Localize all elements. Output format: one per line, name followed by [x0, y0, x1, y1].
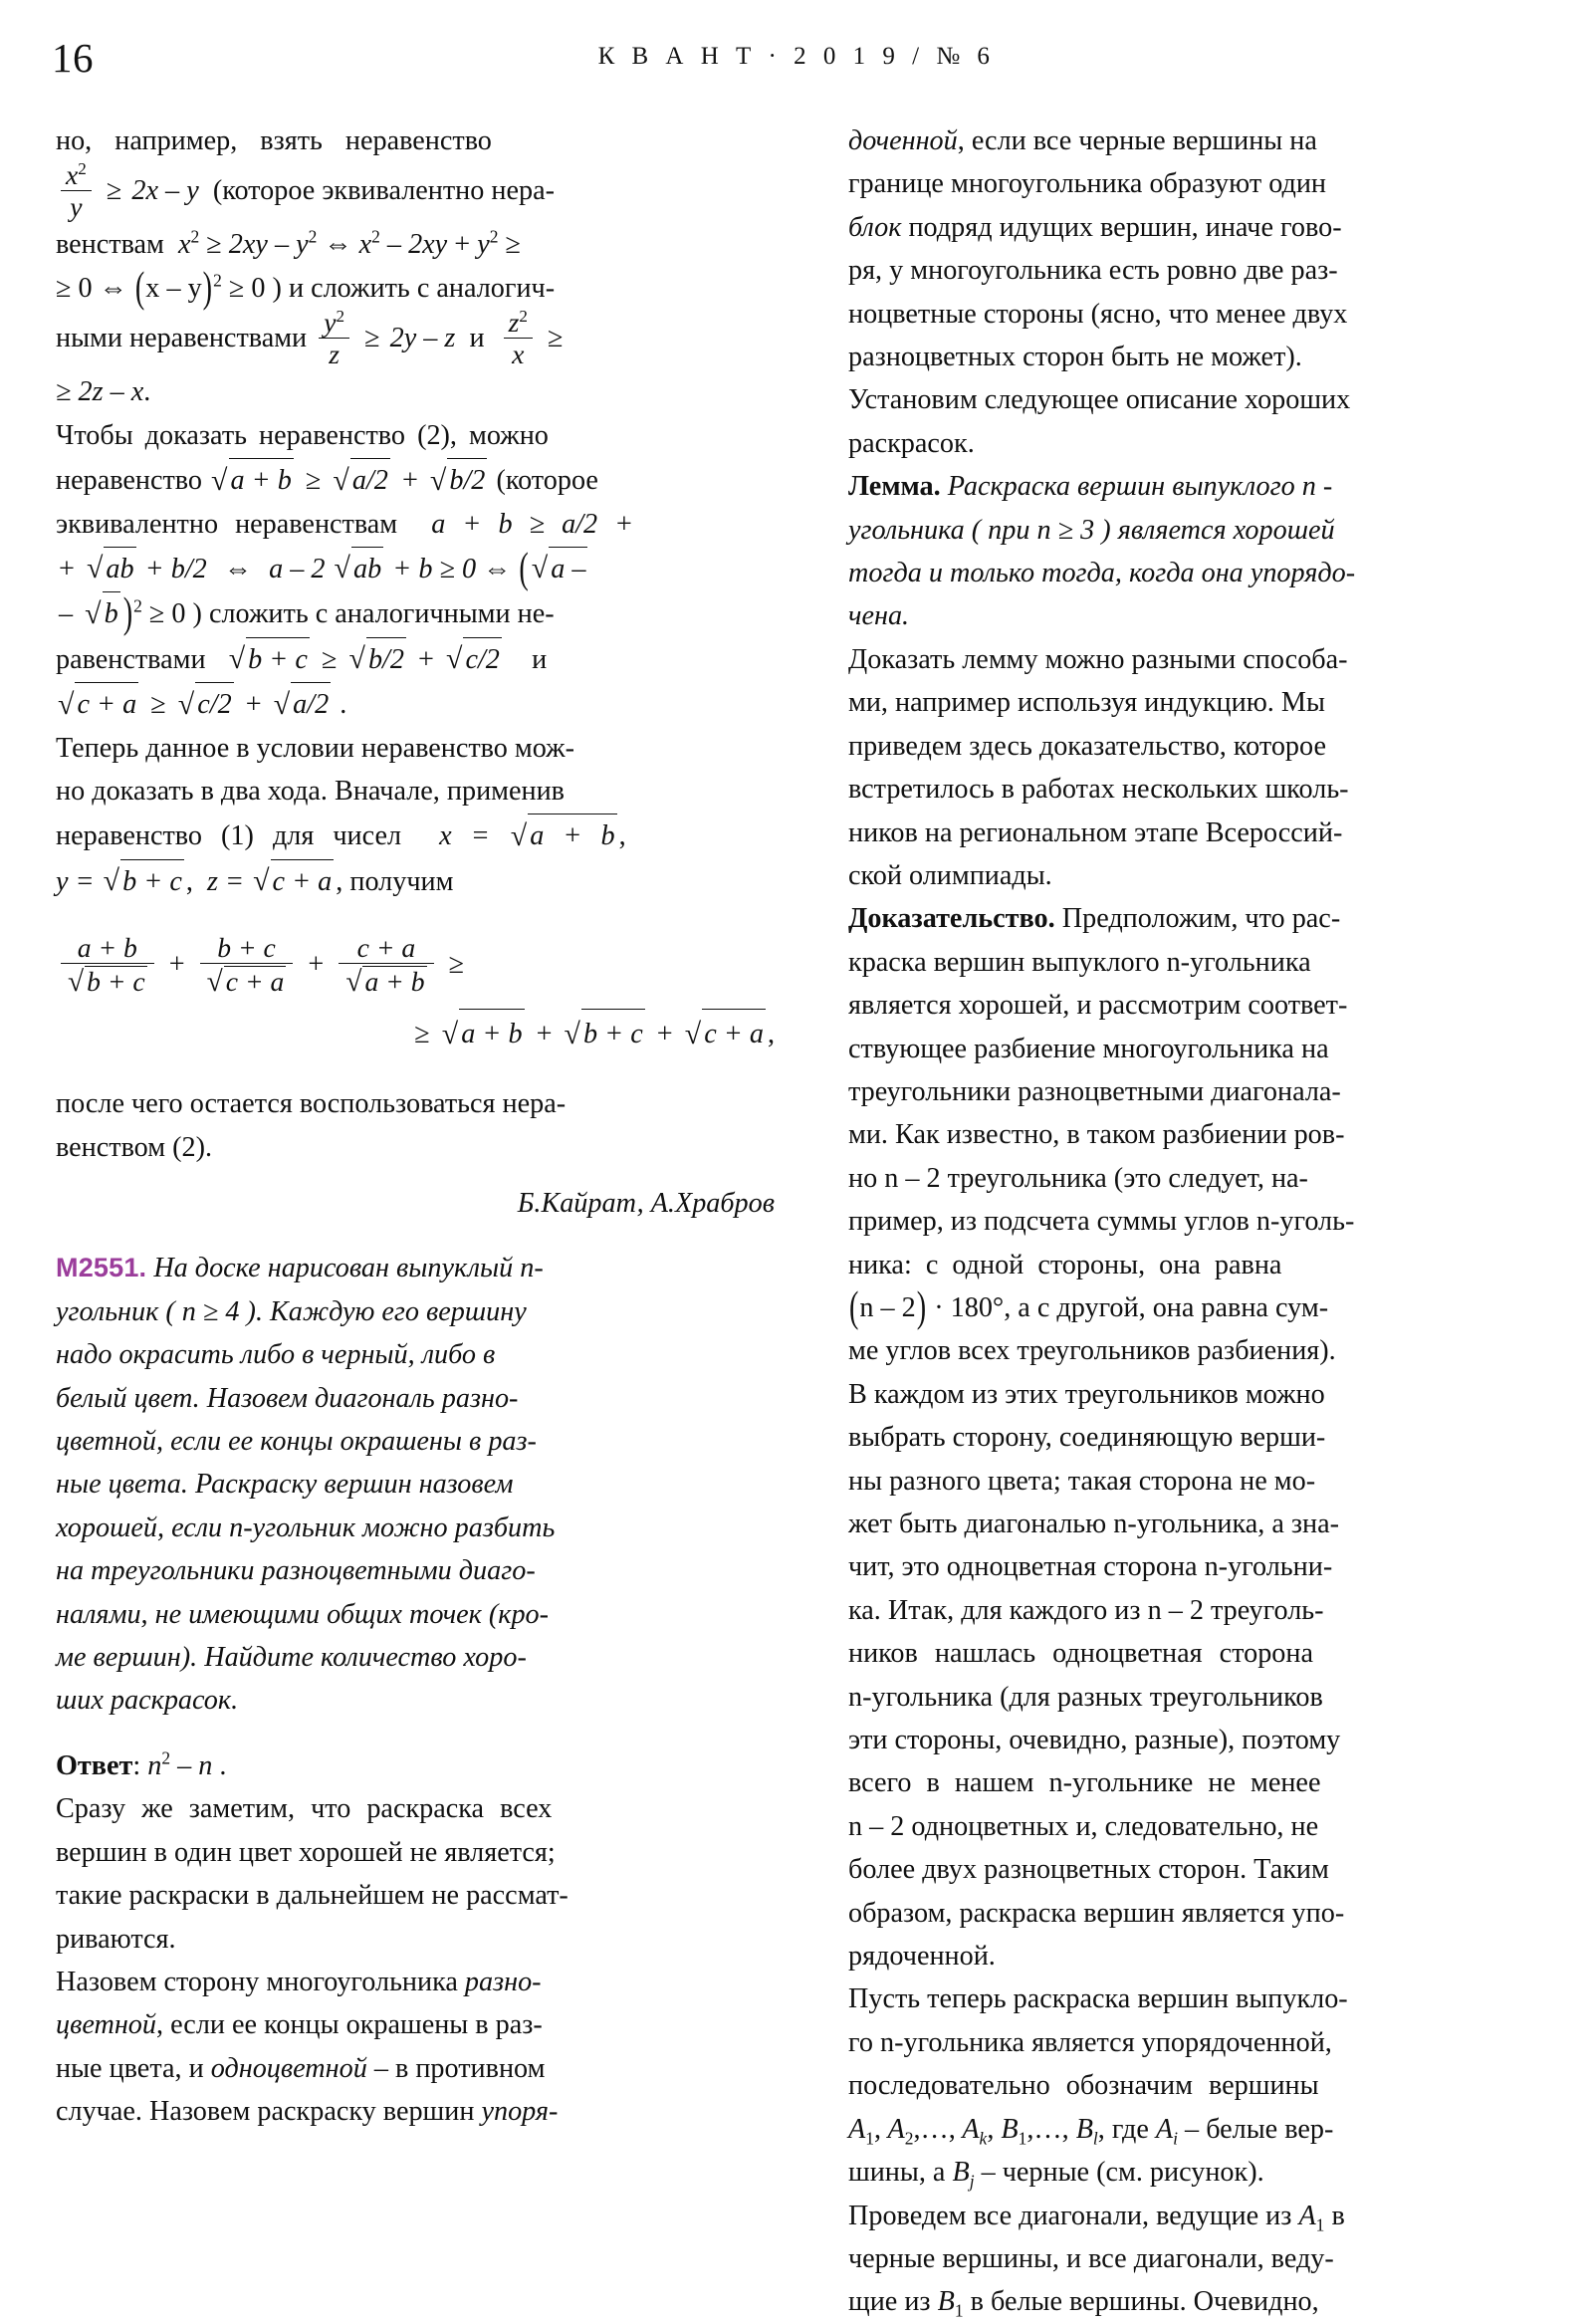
lemma-text: Раскраска вершин выпуклого n -	[940, 471, 1333, 503]
page-number: 16	[52, 35, 94, 81]
display-equation	[56, 932, 775, 998]
left-column	[56, 119, 775, 2134]
text-line: n – 2 одноцветных и, следовательно, не	[848, 1810, 1319, 1842]
relation-geq: ≥	[305, 465, 322, 497]
operator-plus: +	[418, 643, 434, 675]
text-line: Пусть теперь раскраска вершин выпукло-	[848, 1983, 1348, 2015]
text-run: но, например, взять неравенство	[56, 125, 492, 156]
problem-number-label: M2551.	[56, 1253, 147, 1283]
text-run: венствам	[56, 229, 164, 261]
paragraph-two-step	[56, 727, 775, 904]
expr-n-minus-2-times-180: (n – 2) · 180°	[849, 1283, 1005, 1332]
problem-text-line: ме вершин). Найдите количество хоро-	[56, 1642, 527, 1674]
text-line: приведем здесь доказательство, которое	[848, 730, 1326, 762]
text-run: ) и сложить с аналогич-	[272, 272, 556, 304]
lemma-label: Лемма.	[848, 471, 941, 503]
lemma-block	[848, 465, 1567, 638]
text-line: ской олимпиады.	[848, 859, 1052, 891]
text-line: встретилось в работах нескольких школь-	[848, 774, 1349, 806]
expr-chain-1: $x^2 \ge 2xy - y^2$ ⇔ $x^2 - 2xy + y^2$ ≥	[177, 227, 521, 261]
fraction-ca-over-sqrt-ab: c + a √ a + b	[339, 933, 433, 996]
text-line	[56, 2003, 775, 2046]
text-line: Доказать лемму можно разными способа-	[848, 643, 1348, 675]
operator-plus: +	[245, 689, 262, 721]
expr-2y-minus-z: 2y – z	[389, 323, 456, 354]
sqrt-a-over-2: √ a/2	[333, 457, 390, 502]
text-run: Проведем все диагонали, ведущие из $A_1$ в	[848, 2200, 1345, 2235]
text-line	[848, 897, 1567, 940]
sqrt-a-over-2b: √ a/2	[274, 681, 332, 726]
conjunction: и	[469, 323, 485, 354]
sqrt-b-plus-c-3: √ b + c	[565, 1008, 645, 1059]
text-line: треугольники разноцветными диагонала-	[848, 1075, 1341, 1107]
text-line: риваются.	[56, 1923, 176, 1955]
proof-block	[848, 897, 1567, 1977]
text-line: го n-угольника является упорядоченной,	[848, 2026, 1332, 2058]
text-line	[848, 465, 1567, 508]
operator-plus: +	[656, 1019, 673, 1050]
text-line: В каждом из этих треугольников можно	[848, 1378, 1325, 1410]
text-line: жет быть диагональю n-угольника, а зна-	[848, 1509, 1340, 1539]
fraction-ab-over-sqrt-bc: a + b √ b + c	[61, 933, 154, 996]
sqrt-c-plus-a: √ c + a	[58, 681, 138, 726]
text-line: n-угольника (для разных треугольников	[848, 1681, 1323, 1713]
sqrt-a-plus-b-2: √ a + b	[511, 813, 617, 857]
assign-y: y =	[56, 865, 95, 897]
text-line: ников на региональном этапе Всероссий-	[848, 816, 1343, 848]
text-line	[848, 2195, 1567, 2237]
text-line: краска вершин выпуклого n-угольника	[848, 946, 1311, 978]
period: .	[143, 376, 151, 408]
text-line: Установим следующее описание хороших	[848, 384, 1351, 416]
lemma-text: чена.	[848, 600, 910, 632]
conjunction: и	[532, 643, 548, 675]
operator-plus: +	[308, 949, 325, 981]
author-signature: Б.Кайрат, А.Храбров	[517, 1188, 775, 1219]
problem-text-line: угольник ( n ≥ 4 ). Каждую его вершину	[56, 1295, 527, 1327]
operator-plus: +	[168, 949, 185, 981]
text-line: но n – 2 треугольника (это следует, на-	[848, 1162, 1308, 1194]
sqrt-b-over-2b: √ b/2	[348, 636, 406, 681]
text-run: эквивалентно неравенствам	[56, 508, 398, 540]
text-run: шины, а $B_j$ – черные (см. рисунок).	[848, 2157, 1264, 2192]
expr-vertex-labels: $A_1$, $A_2,\dots$, $A_k$, $B_1,\dots$, $B_l$	[848, 2113, 1098, 2149]
answer-value: $n^2$ – n	[147, 1747, 213, 1781]
text-line	[848, 2151, 1567, 2194]
text-line: вершин в один цвет хорошей не является;	[56, 1836, 556, 1868]
text-line: раскрасок.	[848, 427, 975, 459]
close-paren-big: )	[122, 589, 133, 638]
fraction-z2-over-x: $\frac{z^2}{x}$	[504, 308, 533, 368]
problem-text-line: хорошей, если n-угольник можно разбить	[56, 1511, 556, 1543]
sqrt-a-plus-b-3: √ a + b	[442, 1008, 525, 1059]
relation-geq: ≥	[364, 323, 380, 354]
text-line: ствующее разбиение многоугольника на	[848, 1033, 1329, 1064]
period: .	[219, 1749, 227, 1781]
text-line: ка. Итак, для каждого из n – 2 треуголь-	[848, 1594, 1324, 1626]
text-run: ными неравенствами	[56, 323, 308, 354]
text-run: неравенство (1) для чисел	[56, 820, 402, 852]
problem-text-line: цветной, если ее концы окрашены в раз-	[56, 1426, 537, 1458]
text-line: чит, это одноцветная сторона n-угольни-	[848, 1551, 1333, 1583]
text-line: выбрать сторону, соединяющую верши-	[848, 1422, 1326, 1454]
text-line	[848, 119, 1567, 162]
problem-text-line: На доске нарисован выпуклый n-	[153, 1253, 544, 1284]
relation-geq: ≥	[448, 949, 465, 981]
period: .	[340, 689, 347, 721]
expr-2x-minus-y: 2x – y	[131, 175, 199, 207]
text-line	[848, 206, 1567, 249]
text-run: неравенство	[56, 465, 202, 497]
text-run: Предположим, что рас-	[1054, 903, 1341, 935]
problem-m2551	[56, 1247, 775, 1722]
sqrt-c-plus-a-3: √ c + a	[685, 1008, 766, 1059]
text-run: , а с другой, она равна сум-	[1004, 1291, 1329, 1323]
text-run: случае. Назовем раскраску вершин	[56, 2096, 482, 2128]
expr-a-minus-2: a – 2	[269, 553, 326, 584]
expr-geq-0: ≥ 0	[148, 598, 186, 630]
text-run: , получим	[336, 865, 454, 897]
problem-text-line: на треугольники разноцветными диаго-	[56, 1555, 536, 1587]
relation-geq: ≥	[321, 643, 338, 675]
term-dochennoy: доченной	[848, 125, 958, 156]
expr-ineq-ab: a + b ≥ a/2 +	[431, 508, 634, 540]
text-run: щие из $B_1$ в белые вершины. Очевидно,	[848, 2286, 1319, 2321]
text-line: последовательно обозначим вершины	[848, 2070, 1319, 2102]
text-line: более двух разноцветных сторон. Таким	[848, 1854, 1329, 1886]
text-line: Теперь данное в условии неравенство мож-	[56, 732, 575, 764]
term-odnotsvetnoy: одноцветной	[210, 2052, 367, 2084]
problem-text-line: ные цвета. Раскраску вершин назовем	[56, 1469, 514, 1501]
text-line: Сразу же заметим, что раскраска всех	[56, 1793, 553, 1825]
sqrt-ab: √ ab	[87, 546, 136, 590]
right-column	[848, 119, 1567, 2324]
relation-iff: ⇔	[223, 553, 253, 584]
operator-minus: –	[59, 598, 74, 630]
sqrt-a-plus-b: √ a + b	[211, 457, 294, 502]
text-line: эти стороны, очевидно, разные), поэтому	[848, 1725, 1341, 1756]
operator-plus: +	[401, 465, 418, 497]
text-line: разноцветных сторон быть не может).	[848, 342, 1302, 373]
relation-geq: ≥	[548, 323, 564, 354]
operator-plus: +	[536, 1019, 553, 1050]
text-line: ны разного цвета; такая сторона не мо-	[848, 1465, 1316, 1497]
text-line: рядоченной.	[848, 1941, 996, 1973]
sqrt-b-plus-c: √ b + c	[229, 636, 310, 681]
running-head: К В А Н Т · 2 0 1 9 / № 6	[597, 43, 996, 70]
relation-geq: ≥	[106, 175, 122, 207]
relation-geq: ≥	[150, 689, 166, 721]
text-line: ника: с одной стороны, она равна	[848, 1249, 1282, 1280]
text-run: ) сложить с аналогичными не-	[192, 598, 555, 630]
text-run: Назовем сторону многоугольника	[56, 1966, 465, 1997]
text-run: подряд идущих вершин, иначе гово-	[901, 211, 1342, 243]
text-line: ми, например используя индукцию. Мы	[848, 687, 1325, 719]
text-line	[848, 1283, 1567, 1332]
sqrt-b-plus-c-2: √ b + c	[104, 858, 184, 903]
text-line: ноцветные стороны (ясно, что менее двух	[848, 298, 1348, 330]
fraction-x2-over-y: $\frac{x^2}{y}$	[61, 160, 92, 221]
comma: ,	[618, 820, 626, 852]
answer-line	[56, 1744, 775, 1787]
comma: ,	[767, 1019, 775, 1050]
proof-label: Доказательство.	[848, 903, 1055, 935]
problem-text-line: налями, не имеющими общих точек (кро-	[56, 1598, 550, 1630]
text-line: образом, раскраска вершин является упо-	[848, 1897, 1345, 1929]
text-line: является хорошей, и рассмотрим соответ-	[848, 990, 1348, 1022]
lemma-text: угольника ( при n ≥ 3 ) является хорошей	[848, 514, 1335, 546]
sqrt-b-over-2: √ b/2	[430, 457, 488, 502]
text-line: такие раскраски в дальнейшем не рассмат-	[56, 1880, 569, 1912]
expr-b-geq-0: + b ≥ 0 ⇔	[392, 553, 512, 584]
sqrt-c-plus-a-2: √ c + a	[253, 858, 334, 903]
text-line	[848, 2280, 1567, 2323]
sqrt-a: √ a –	[532, 546, 588, 590]
display-equation-cont	[56, 1008, 775, 1059]
text-line: венством (2).	[56, 1131, 213, 1163]
sqrt-ab-2: √ ab	[335, 546, 384, 590]
text-line: после чего остается воспользоваться нера-	[56, 1088, 567, 1120]
text-line: ме углов всех треугольников разбиения).	[848, 1335, 1336, 1367]
text-run: , если ее концы окрашены в раз-	[156, 2009, 543, 2041]
text-run: (которое эквивалентно нера-	[212, 175, 555, 207]
term-blok: блок	[848, 211, 902, 243]
text-run: равенствами	[56, 643, 206, 675]
sqrt-b: √ b	[85, 590, 120, 635]
problem-text-line: ших раскрасок.	[56, 1685, 239, 1717]
text-run: (которое	[496, 465, 598, 497]
assign-z: z =	[206, 865, 245, 897]
text-line	[56, 2047, 775, 2090]
text-line	[56, 2090, 775, 2133]
relation-geq: ≥	[414, 1019, 430, 1050]
sqrt-c-over-2b: √ c/2	[178, 681, 234, 726]
paragraph-sqrt-proof: Чтобы доказать неравенство (2), можно неравенство √ a + b ≥ √ a/2 + √ b/2 (которое эквивалентно неравенствам a + b ≥ a/2 + + √ ab + b/2 ⇔ a – 2 √ ab + b ≥ 0 ⇔ ( √ a – – √ b )$^2$ ≥ 0 ) сложить с аналогичными не- равенствами √ b + c ≥ √ b/2 + √ c/2 и √ c + a ≥ √ c/2 + √ a/2 .	[56, 414, 775, 727]
answer-separator: :	[132, 1749, 148, 1781]
text-line: пример, из подсчета суммы углов n-уголь-	[848, 1206, 1355, 1238]
text-line: черные вершины, и все диагонали, веду-	[848, 2242, 1334, 2274]
text-line: но доказать в два хода. Вначале, применив	[56, 775, 565, 807]
text-line: ря, у многоугольника есть ровно две раз-	[848, 255, 1338, 287]
text-line	[56, 1961, 775, 2003]
text-run: ные цвета, и	[56, 2052, 211, 2084]
term-raznotsvetnoy: разно-	[464, 1966, 542, 1997]
text-run: , где $A_i$ – белые вер-	[1097, 2113, 1334, 2149]
lemma-text: тогда и только тогда, когда она упорядо-	[848, 558, 1356, 589]
text-line: ников нашлась одноцветная сторона	[848, 1638, 1313, 1670]
text-line	[848, 2108, 1567, 2151]
expr-2z-minus-x: ≥ 2z – x	[56, 376, 144, 408]
fraction-bc-over-sqrt-ca: b + c √ c + a	[200, 933, 294, 996]
paragraph-inequality-1	[56, 119, 775, 414]
text-run: – в противном	[366, 2052, 546, 2084]
assign-x: x =	[439, 820, 490, 852]
text-line: границе многоугольника образуют один	[848, 168, 1326, 200]
fraction-y2-over-z: $\frac{y^2}{z}$	[319, 308, 349, 368]
text-line: ми. Как известно, в таком разбиении ров-	[848, 1119, 1345, 1151]
problem-text-line: надо окрасить либо в черный, либо в	[56, 1339, 496, 1371]
text-run: , если все черные вершины на	[957, 125, 1317, 156]
expr-plus-b2: + b/2	[144, 553, 207, 584]
term-uporyadochennoy: упоря-	[481, 2096, 559, 2128]
term-cont: цветной	[56, 2009, 156, 2041]
sqrt-c-over-2: √ c/2	[446, 636, 502, 681]
page-header	[0, 34, 1593, 86]
answer-label: Ответ	[56, 1749, 133, 1781]
expr-chain-2: ≥ 0 ⇔ (x – y)$^2$ ≥ 0	[56, 264, 266, 313]
problem-text-line: белый цвет. Назовем диагональ разно-	[56, 1382, 519, 1414]
open-paren-big: (	[519, 545, 529, 593]
operator-plus: +	[59, 553, 75, 584]
text-line: всего в нашем n-угольнике не менее	[848, 1767, 1321, 1799]
comma: ,	[185, 865, 193, 897]
text-run: Чтобы доказать неравенство (2), можно	[56, 419, 549, 451]
